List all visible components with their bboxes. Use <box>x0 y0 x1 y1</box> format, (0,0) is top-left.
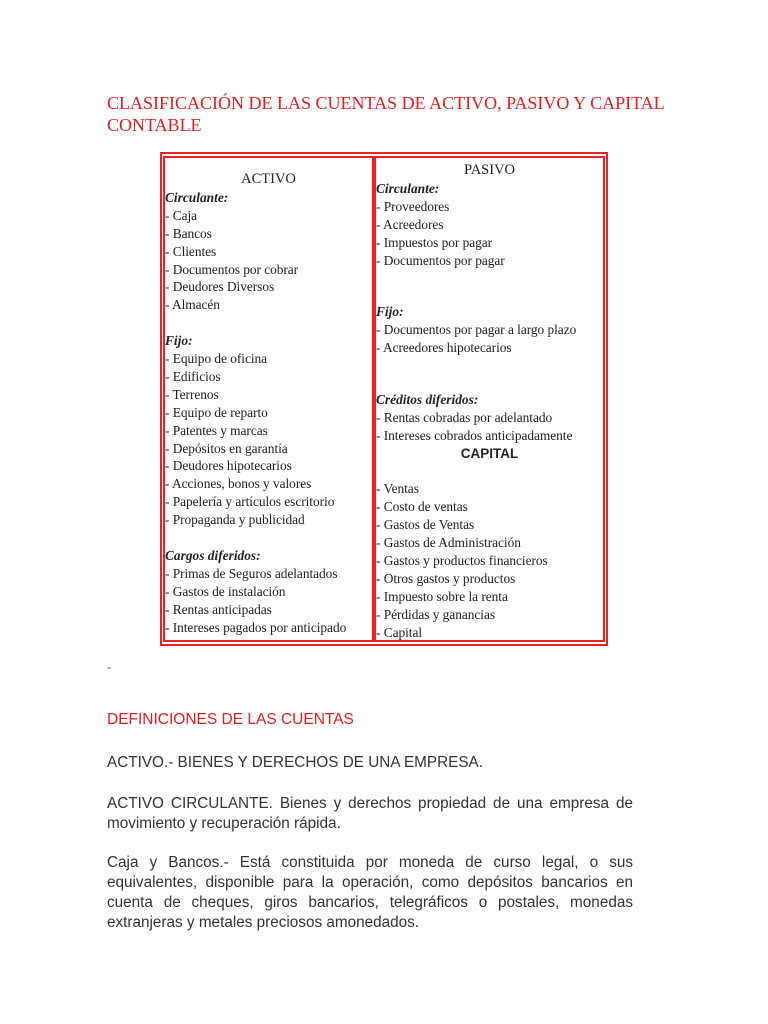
document-title: CLASIFICACIÓN DE LAS CUENTAS DE ACTIVO, PASIVO Y CAPITAL CONTABLE <box>107 93 664 135</box>
pasivo-circulante-label: Circulante: <box>376 180 440 196</box>
account-item: - Costo de ventas <box>376 499 468 515</box>
account-item: - Proveedores <box>376 198 450 214</box>
account-item: - Caja <box>165 207 198 223</box>
account-item: - Acreedores <box>376 216 444 232</box>
account-item: - Capital <box>376 624 423 640</box>
activo-header: ACTIVO <box>241 171 296 187</box>
account-item: - Impuesto sobre la renta <box>376 588 508 604</box>
account-item: - Rentas anticipadas <box>165 601 272 617</box>
paragraph-activo-circulante: ACTIVO CIRCULANTE. Bienes y derechos propiedad de una empresa de movimiento y recuperación rápida. <box>107 795 633 832</box>
account-item: - Bancos <box>165 225 212 241</box>
account-item: - Clientes <box>165 243 217 259</box>
cargos-diferidos-list <box>165 565 372 637</box>
capital-list <box>376 480 603 641</box>
account-item: - Gastos de Administración <box>376 535 521 551</box>
account-item: - Intereses cobrados anticipadamente <box>376 427 573 443</box>
account-item: - Propaganda y publicidad <box>165 512 305 528</box>
account-item: - Ventas <box>376 481 419 497</box>
activo-fijo-label: Fijo: <box>165 333 193 349</box>
account-item: - Primas de Seguros adelantados <box>165 565 338 581</box>
activo-circulante-label: Circulante: <box>165 189 229 205</box>
creditos-diferidos-label: Créditos diferidos: <box>376 391 479 407</box>
account-item: - Patentes y marcas <box>165 422 268 438</box>
account-item: - Deudores Diversos <box>165 279 275 295</box>
activo-column <box>163 156 374 642</box>
account-item: - Gastos y productos financieros <box>376 553 548 569</box>
account-item: - Otros gastos y productos <box>376 570 516 586</box>
activo-fijo-list <box>165 350 372 529</box>
account-item: - Pérdidas y ganancias <box>376 606 496 622</box>
account-item: - Impuestos por pagar <box>376 234 493 250</box>
account-item: - Deudores hipotecarios <box>165 458 292 474</box>
account-item: - Documentos por pagar a largo plazo <box>376 322 577 338</box>
pasivo-circulante-list <box>376 198 603 270</box>
cargos-diferidos-label: Cargos diferidos: <box>165 548 261 563</box>
paragraph-caja-bancos: Caja y Bancos.- Está constituida por moneda de curso legal, o sus equivalentes, disponible para la operación, como depósitos bancarios en cuenta de cheques, giros bancarios, telegráficos o postales, monedas extranjeras y metales preciosos amonedados. <box>107 854 633 931</box>
account-item: - Papelería y artículos escritorio <box>165 494 335 510</box>
account-item: - Acciones, bonos y valores <box>165 476 312 492</box>
pasivo-header: PASIVO <box>463 162 516 178</box>
separator-dash: - <box>107 660 111 674</box>
account-item: - Acreedores hipotecarios <box>376 340 512 356</box>
account-item: - Intereses pagados por anticipado <box>165 619 347 635</box>
account-item: - Equipo de reparto <box>165 404 268 420</box>
pasivo-fijo-label: Fijo: <box>376 304 404 320</box>
account-item: - Documentos por pagar <box>376 252 505 268</box>
account-item: - Rentas cobradas por adelantado <box>376 409 553 425</box>
account-item: - Gastos de instalación <box>165 583 286 599</box>
capital-header: CAPITAL <box>460 445 519 461</box>
account-item: - Documentos por cobrar <box>165 261 299 277</box>
pasivo-fijo-list <box>376 321 603 357</box>
account-item: - Edificios <box>165 368 221 384</box>
activo-circulante-list <box>165 207 372 314</box>
account-item: - Terrenos <box>165 386 219 402</box>
account-item: - Gastos de Ventas <box>376 517 475 533</box>
account-item: - Almacén <box>165 297 220 313</box>
creditos-diferidos-list <box>376 409 603 445</box>
accounts-table <box>160 152 608 646</box>
account-item: - Equipo de oficina <box>165 351 268 367</box>
pasivo-column <box>374 156 605 642</box>
account-item: - Depósitos en garantía <box>165 440 288 456</box>
definitions-heading: DEFINICIONES DE LAS CUENTAS <box>107 711 354 728</box>
paragraph-activo: ACTIVO.- BIENES Y DERECHOS DE UNA EMPRESA. <box>107 754 483 771</box>
